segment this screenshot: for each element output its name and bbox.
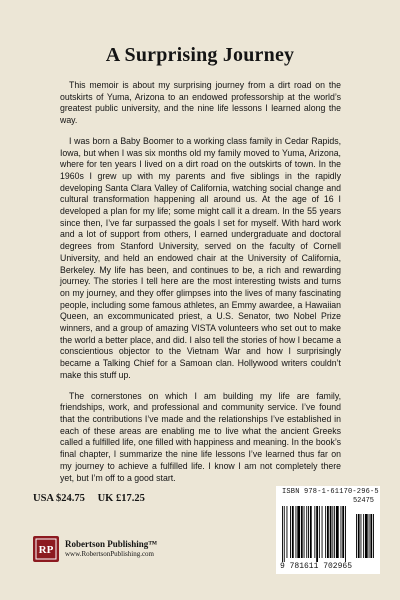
- barcode-area: [276, 486, 380, 574]
- book-title: A Surprising Journey: [105, 44, 295, 66]
- isbn-text: ISBN 978-1-61170-296-5: [282, 488, 379, 496]
- addon-code: 52475: [352, 497, 374, 505]
- publisher-url: www.RobertsonPublishing.com: [65, 550, 154, 558]
- price-usa: USA $24.75: [33, 493, 85, 504]
- publisher-logo-letters: RP: [38, 544, 54, 556]
- publisher-logo: [33, 536, 59, 562]
- blurb-paragraph-1: This memoir is about my surprising journey from a dirt road on the outskirts of Yuma, Arizona to an endowed professorship at the world’s greatest public university, and the nine life lessons I learned along the way.: [60, 80, 341, 126]
- price-line: [33, 493, 155, 504]
- blurb-paragraph-2: I was born a Baby Boomer to a working class family in Cedar Rapids, Iowa, but when I was six months old my family moved to Yuma, Arizona, where for ten years I lived on a dirt road on the outskirts of town. In the 1960s I grew up with my parents and five siblings in the rapidly developing Santa Clara Valley of California, watching social change and cultural transformation happening all around us. At the age of 16 I developed a plan for my life; some might call it a dream. In the 55 years since then, I’ve far surpassed the goals I set for myself. With hard work and a lot of support from others, I earned undergraduate and doctoral degrees from Stanford University, served on the faculty of Cornell University, and held an endowed chair at the University of California, Berkeley. My life has been, and continues to be, a rich and rewarding journey. The stories I tell here are the most interesting twists and turns on my journey, and they offer glimpses into the lives of many fascinating people, including some famous athletes, an Emmy awardee, a Hawaiian Queen, an excommunicated priest, a U.S. Senator, two Nobel Prize winners, and a group of amazing VISTA volunteers who set out to make the world a better place, and did. I also tell the stories of how I became a conscientious objector to the Vietnam War and how I surprisingly became a Talking Chief for a Samoan clan. Hollywood writers couldn’t make this stuff up.: [60, 135, 341, 380]
- blurb: [60, 80, 341, 493]
- ean-digits: 9 781611 702965: [280, 562, 353, 571]
- barcode-icon: [282, 506, 374, 564]
- publisher-logo-icon: [35, 538, 57, 560]
- price-uk: UK £17.25: [97, 493, 145, 504]
- publisher-block: [33, 536, 157, 562]
- publisher-name: Robertson Publishing™: [65, 539, 158, 549]
- blurb-paragraph-3: The cornerstones on which I am building my life are family, friendships, work, and professional and community service. I’ve found that the contributions I’ve made and the relationships I’ve established in each of these areas are enabling me to live what the ancient Greeks called a fulfilled life, one filled with happiness and meaning. In the book’s final chapter, I summarize the nine life lessons I’ve learned thus far on my journey to achieve a fulfilled life. I know I am not completely there yet, but I’m off to a good start.: [60, 390, 341, 483]
